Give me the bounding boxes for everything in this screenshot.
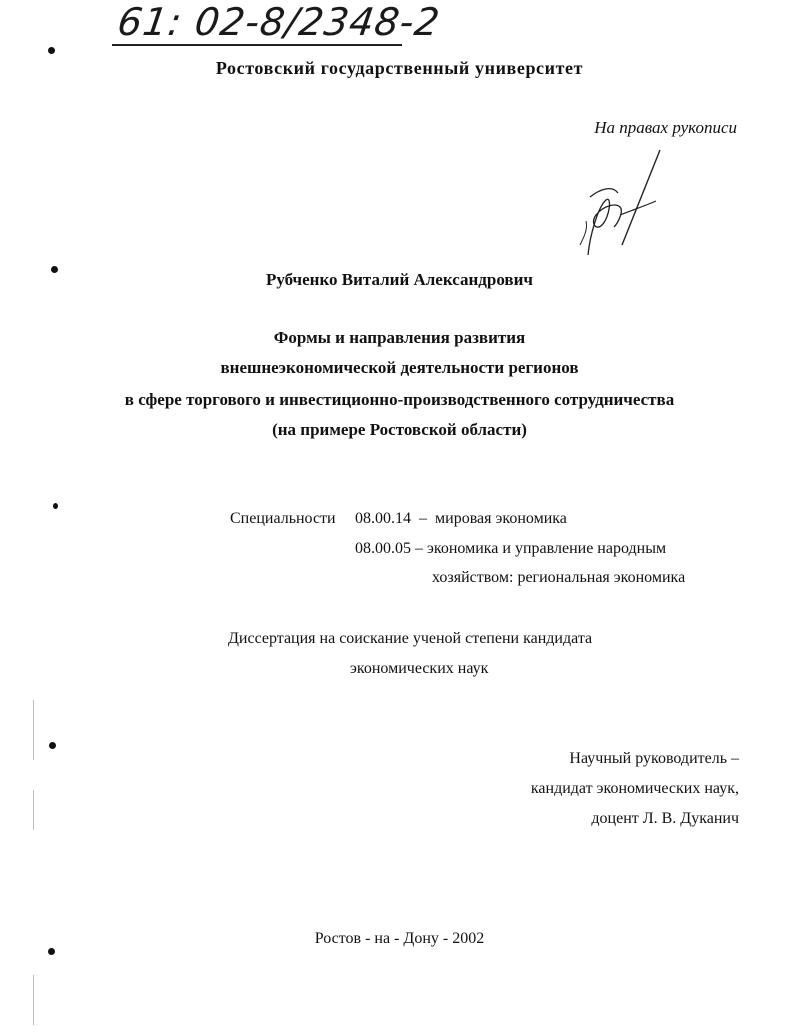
dissertation-title-line: внешнеэкономической деятельности регионов [220, 358, 579, 377]
dissertation-title-line: (на примере Ростовской области) [272, 420, 527, 439]
supervisor-line: Научный руководитель – [569, 750, 739, 767]
scan-mark-4 [49, 742, 56, 749]
archive-code: 61: 02-8/2348-2 [114, 0, 443, 44]
scan-mark-3 [53, 503, 58, 509]
manuscript-note: На правах рукописи [594, 118, 737, 137]
scan-mark-5 [48, 948, 55, 955]
specialty-line: 08.00.14 – мировая экономика [355, 510, 567, 527]
scan-mark-1 [48, 47, 55, 54]
degree-statement: экономических наук [350, 660, 489, 677]
specialty-line: 08.00.05 – экономика и управление народным [355, 540, 667, 557]
dissertation-title-line: Формы и направления развития [273, 328, 526, 347]
handwritten-signature [560, 145, 670, 260]
specialty-line: хозяйством: региональная экономика [432, 569, 686, 586]
dissertation-title-line: в сфере торгового и инвестиционно-производственного сотрудничества [124, 390, 675, 409]
degree-statement: Диссертация на соискание ученой степени кандидата [228, 630, 593, 647]
author-name: Рубченко Виталий Александрович [266, 270, 533, 289]
supervisor-line: кандидат экономических наук, [530, 780, 739, 797]
scan-edge-line [33, 700, 34, 760]
scan-edge-line [33, 975, 34, 1025]
city-year: Ростов - на - Дону - 2002 [314, 930, 485, 947]
supervisor-name: доцент Л. В. Дуканич [591, 810, 739, 827]
archive-code-underline [112, 44, 402, 46]
scan-edge-line [33, 790, 34, 830]
specialties-label: Специальности [230, 510, 336, 527]
university-name: Ростовский государственный университет [215, 58, 584, 78]
